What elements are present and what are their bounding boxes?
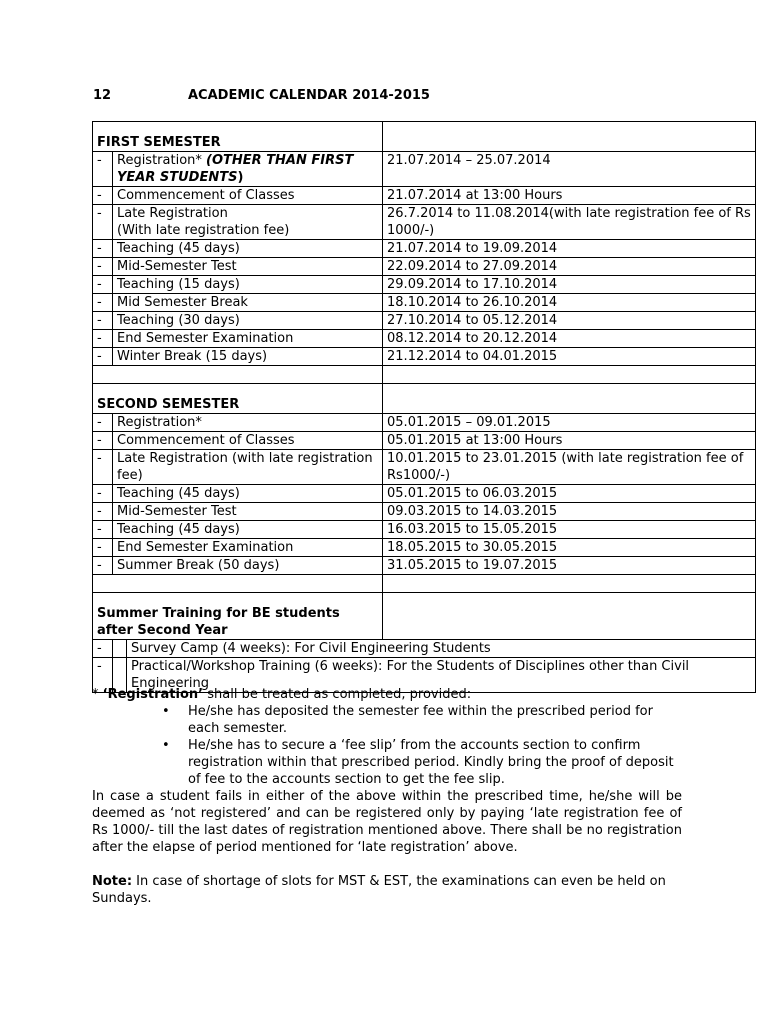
date-cell [383,294,756,312]
blank-row [93,575,756,593]
activity-text: Summer Break (50 days) [117,558,280,573]
row-dash [93,485,113,503]
date-cell [383,414,756,432]
row-dash [93,521,113,539]
date-text: 21.12.2014 to 04.01.2015 [387,349,558,364]
date-cell [383,187,756,205]
date-text: 21.07.2014 to 19.09.2014 [387,241,558,256]
table-row [93,294,756,312]
registration-term: ‘Registration’ [102,687,204,702]
spacer-cell [113,640,127,658]
date-cell [383,557,756,575]
activity-text: Late Registration (with late registration fee) [117,451,373,483]
date-text: 05.01.2015 at 13:00 Hours [387,433,563,448]
activity-text: Teaching (30 days) [117,313,240,328]
date-text: 05.01.2015 – 09.01.2015 [387,415,551,430]
activity-text: Registration* [117,415,202,430]
date-cell [383,348,756,366]
activity-text: Teaching (45 days) [117,522,240,537]
row-dash [93,258,113,276]
first-semester-header [93,122,756,152]
date-cell [383,539,756,557]
training-text: Survey Camp (4 weeks): For Civil Engineering Students [131,641,491,656]
table-row [93,640,756,658]
activity-cell [113,187,383,205]
blank-cell [383,366,756,384]
page-number: 12 [93,88,112,103]
dash-text: - [97,659,102,674]
row-dash [93,348,113,366]
dash-text: - [97,451,102,466]
activity-cell [113,414,383,432]
dash-text: - [97,433,102,448]
row-dash [93,503,113,521]
dash-text: - [97,504,102,519]
date-text: 27.10.2014 to 05.12.2014 [387,313,558,328]
date-cell [383,485,756,503]
dash-text: - [97,331,102,346]
date-text: 09.03.2015 to 14.03.2015 [387,504,558,519]
row-dash [93,276,113,294]
second-semester-header [93,384,756,414]
dash-text: - [97,558,102,573]
dash-text: - [97,188,102,203]
list-item-text: He/she has to secure a ‘fee slip’ from the accounts section to confirm registration within that prescribed period. Kindly bring the proof of deposit of fee to the accounts section to get the fee slip. [188,738,674,787]
row-dash [93,330,113,348]
activity-text: Registration* [117,153,207,168]
date-text: 08.12.2014 to 20.12.2014 [387,331,558,346]
activity-text: Teaching (15 days) [117,277,240,292]
row-dash [93,312,113,330]
date-cell [383,521,756,539]
note [92,873,682,907]
training-cell [127,640,756,658]
row-dash [93,294,113,312]
section-title-text: FIRST SEMESTER [97,135,221,150]
section-title-text: Summer Training for BE students after Second Year [97,606,340,638]
row-dash [93,640,113,658]
activity-text: Winter Break (15 days) [117,349,268,364]
table-row [93,312,756,330]
dash-text: - [97,641,102,656]
activity-cell [113,312,383,330]
dash-text: - [97,415,102,430]
dash-text: - [97,241,102,256]
row-dash [93,450,113,485]
list-item [92,703,682,737]
date-text: 22.09.2014 to 27.09.2014 [387,259,558,274]
activity-cell [113,557,383,575]
dash-text: - [97,259,102,274]
activity-cell [113,240,383,258]
bullet-icon: • [162,738,170,753]
activity-cell [113,258,383,276]
table-row [93,187,756,205]
date-text: 31.05.2015 to 19.07.2015 [387,558,558,573]
date-cell [383,330,756,348]
blank-cell [383,575,756,593]
summer-training-header [93,593,756,640]
activity-cell [113,539,383,557]
date-text: 18.10.2014 to 26.10.2014 [387,295,558,310]
table-row [93,485,756,503]
row-dash [93,432,113,450]
table-row [93,414,756,432]
activity-cell [113,205,383,240]
table-row [93,240,756,258]
section-title [93,384,383,414]
note-text: In case of shortage of slots for MST & EST, the examinations can even be held on Sundays. [92,874,666,906]
date-text: 21.07.2014 – 25.07.2014 [387,153,551,168]
activity-cell [113,276,383,294]
date-text: 16.03.2015 to 15.05.2015 [387,522,558,537]
dash-text: - [97,486,102,501]
date-text: 21.07.2014 at 13:00 Hours [387,188,563,203]
date-cell [383,276,756,294]
dash-text: - [97,540,102,555]
table-row [93,152,756,187]
date-cell [383,432,756,450]
activity-cell [113,485,383,503]
table-row [93,450,756,485]
section-title-text: SECOND SEMESTER [97,397,240,412]
row-dash [93,240,113,258]
section-title [93,122,383,152]
dash-text: - [97,313,102,328]
list-item [92,737,682,788]
row-dash [93,557,113,575]
date-cell [383,312,756,330]
section-title-date-cell [383,593,756,640]
section-title-date-cell [383,122,756,152]
table-row [93,276,756,294]
date-cell [383,503,756,521]
activity-qualifier: (OTHER THAN FIRST YEAR STUDENTS [117,153,354,185]
date-cell [383,258,756,276]
table-row [93,432,756,450]
row-dash [93,539,113,557]
date-cell [383,240,756,258]
blank-cell [93,575,383,593]
dash-text: - [97,206,102,221]
date-cell [383,450,756,485]
dash-text: - [97,349,102,364]
asterisk: * [92,687,103,702]
calendar-body [93,122,756,693]
date-text: 10.01.2015 to 23.01.2015 (with late registration fee of Rs1000/-) [387,451,744,483]
dash-text: - [97,522,102,537]
date-text: 26.7.2014 to 11.08.2014(with late registration fee of Rs 1000/-) [387,206,751,238]
date-text: 18.05.2015 to 30.05.2015 [387,540,558,555]
list-item-text: He/she has deposited the semester fee within the prescribed period for each semester. [188,704,653,736]
activity-cell [113,450,383,485]
row-dash [93,205,113,240]
activity-cell [113,521,383,539]
activity-qualifier-close: ) [237,170,244,185]
date-text: 05.01.2015 to 06.03.2015 [387,486,558,501]
activity-cell [113,330,383,348]
row-dash [93,414,113,432]
activity-cell [113,152,383,187]
table-row [93,539,756,557]
table-row [93,205,756,240]
table-row [93,557,756,575]
note-label: Note: [92,874,133,889]
activity-cell [113,294,383,312]
blank-cell [93,366,383,384]
page-title: ACADEMIC CALENDAR 2014-2015 [188,88,430,103]
table-row [93,503,756,521]
activity-text: End Semester Examination [117,540,294,555]
date-text: 29.09.2014 to 17.10.2014 [387,277,558,292]
activity-cell [113,503,383,521]
activity-text: Mid Semester Break [117,295,248,310]
section-title [93,593,383,640]
activity-text: Mid-Semester Test [117,259,237,274]
dash-text: - [97,295,102,310]
row-dash [93,187,113,205]
table-row [93,330,756,348]
activity-cell [113,348,383,366]
table-row [93,521,756,539]
activity-text: Commencement of Classes [117,188,295,203]
table-row [93,348,756,366]
row-dash [93,152,113,187]
registration-condition-text: shall be treated as completed, provided: [203,687,472,702]
table-row [93,258,756,276]
activity-text: Commencement of Classes [117,433,295,448]
activity-text: Teaching (45 days) [117,486,240,501]
late-registration-paragraph: In case a student fails in either of the above within the prescribed time, he/she will be deemed as ‘not registered’ and can be registered only by paying ‘late registration fee of Rs 1000/- till the last dates of registration mentioned above. There shall be no registration after the elapse of period mentioned for ‘late registration’ above. [92,789,682,855]
training-text: Practical/Workshop Training (6 weeks): For the Students of Disciplines other than Civil Engineering [131,659,690,691]
dash-text: - [97,277,102,292]
section-title-date-cell [383,384,756,414]
academic-calendar-table [92,121,756,693]
activity-text: End Semester Examination [117,331,294,346]
dash-text: - [97,153,102,168]
activity-text: Teaching (45 days) [117,241,240,256]
condition-list [92,703,682,788]
registration-condition [92,686,682,703]
registration-notes [92,686,682,907]
bullet-icon: • [162,704,170,719]
activity-text: Mid-Semester Test [117,504,237,519]
blank-row [93,366,756,384]
activity-text: Late Registration (With late registration fee) [117,206,290,238]
activity-cell [113,432,383,450]
date-cell [383,205,756,240]
date-cell [383,152,756,187]
